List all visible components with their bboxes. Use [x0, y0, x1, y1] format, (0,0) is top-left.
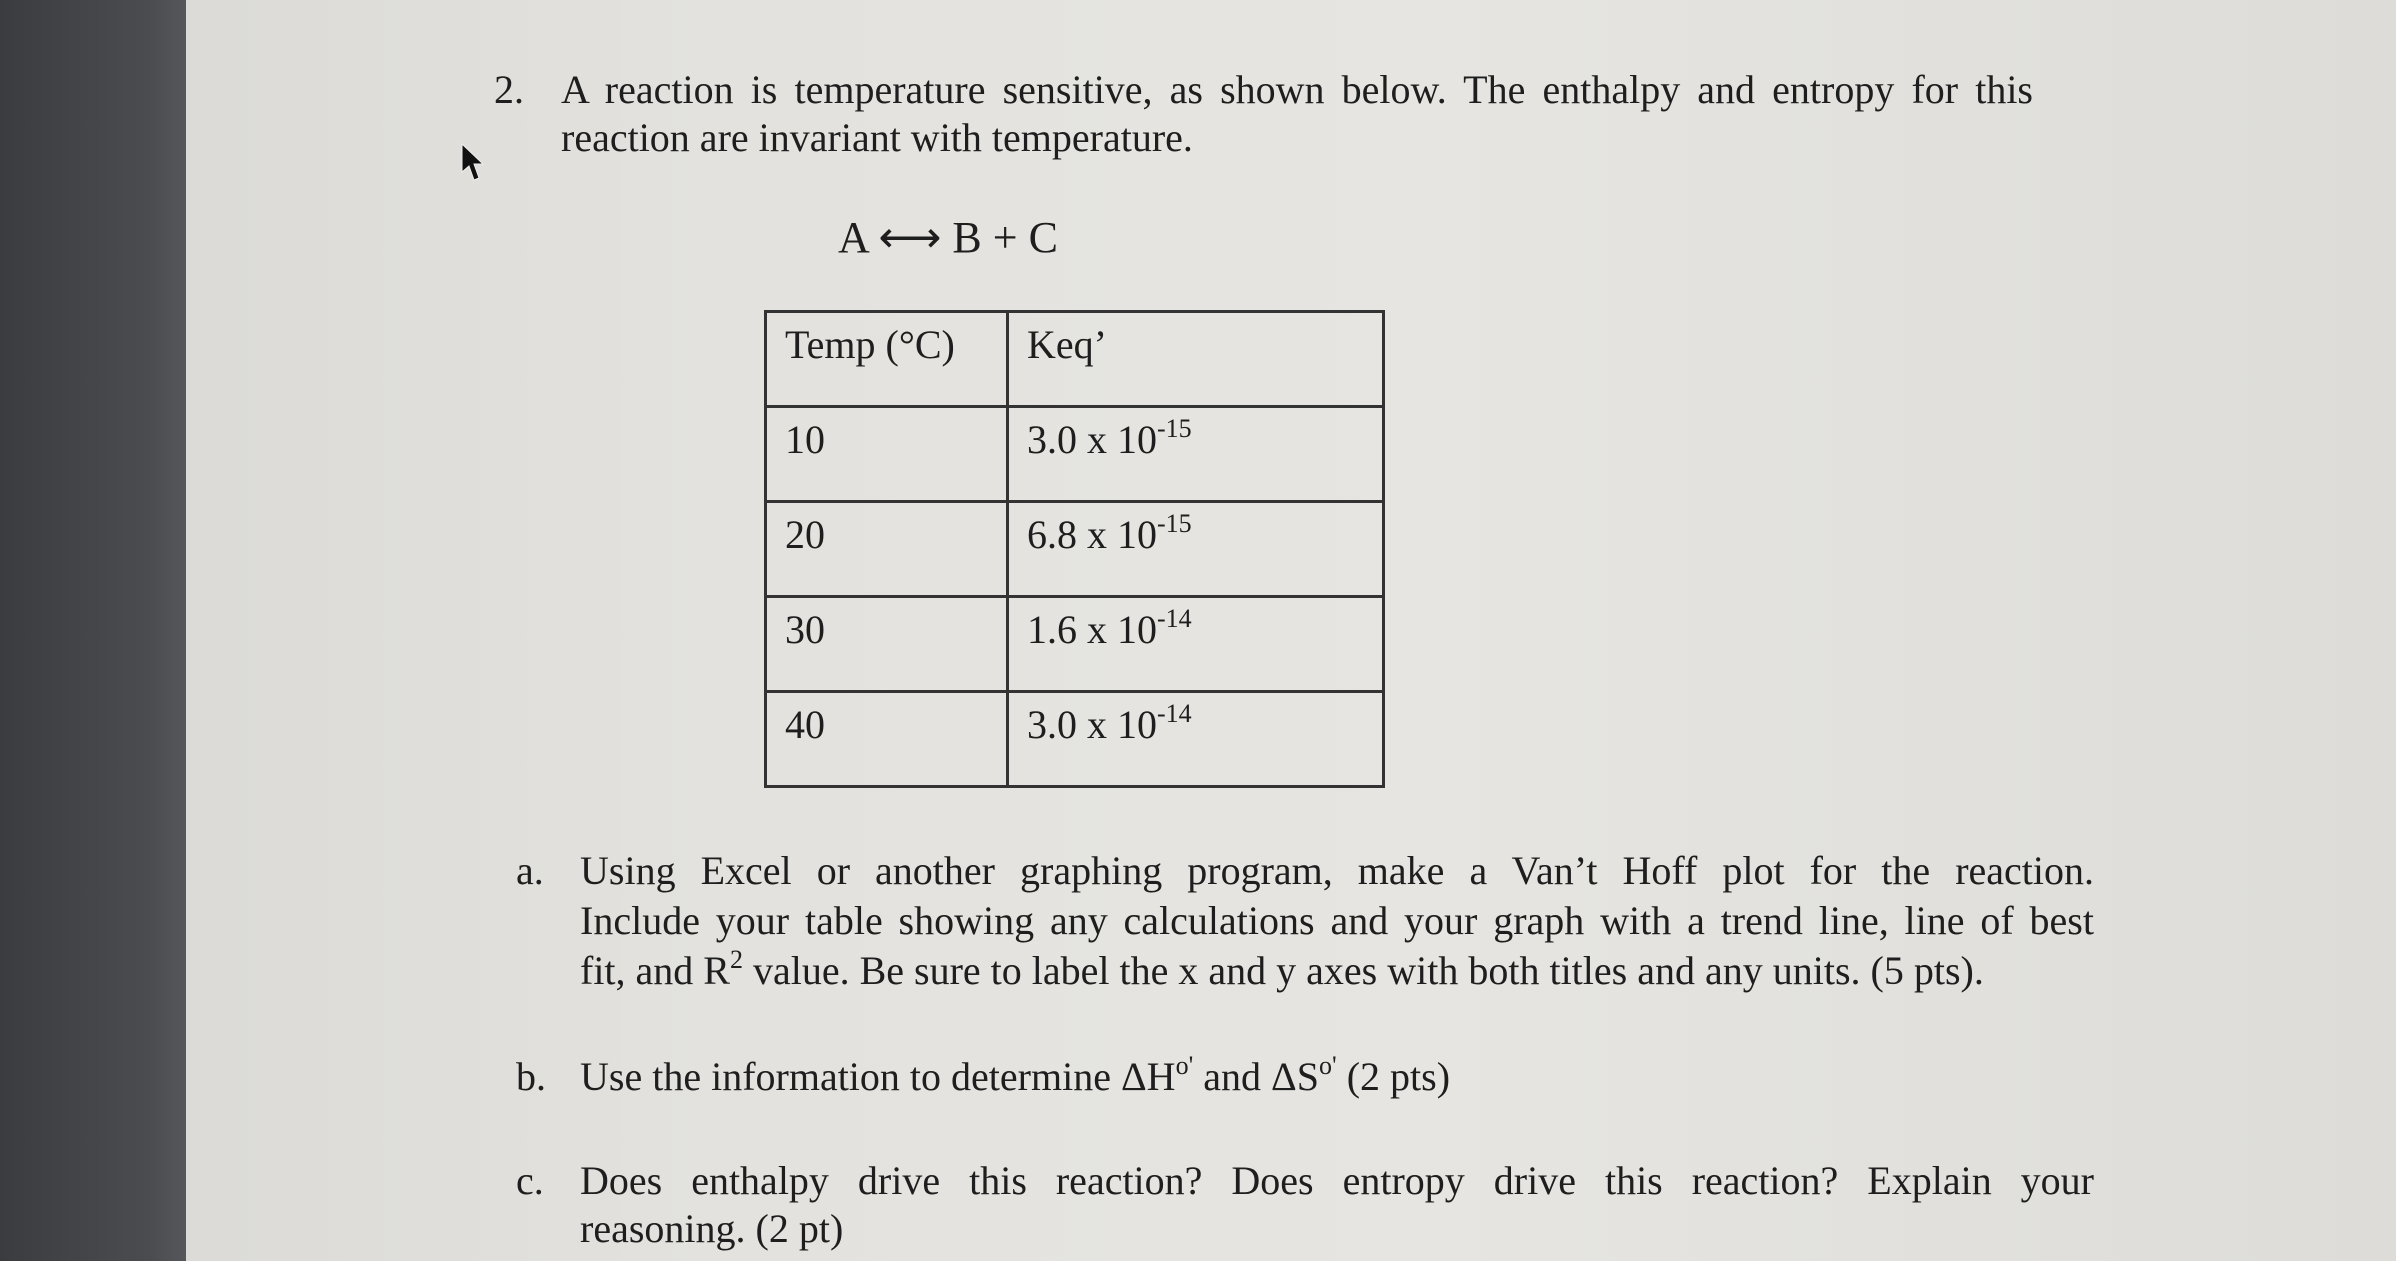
part-a-label: a.: [516, 848, 544, 893]
keq-table: [764, 310, 1385, 788]
superscript: 2: [729, 945, 743, 974]
dark-background-edge: [0, 0, 186, 1261]
temp-cell: 20: [766, 502, 1008, 597]
superscript: o': [1175, 1051, 1194, 1080]
header-temp: Temp (°C): [766, 312, 1008, 407]
text: and ΔS: [1193, 1054, 1319, 1099]
temp-cell: 30: [766, 597, 1008, 692]
keq-cell: [1008, 502, 1384, 597]
keq-mantissa: 3.0 x 10: [1027, 702, 1157, 747]
table-row: [766, 407, 1384, 502]
keq-exponent: -14: [1157, 604, 1192, 633]
keq-cell: [1008, 407, 1384, 502]
text: fit, and R: [580, 948, 730, 993]
keq-exponent: -15: [1157, 414, 1192, 443]
keq-exponent: -15: [1157, 509, 1192, 538]
part-b-label: b.: [516, 1054, 546, 1099]
part-c-label: c.: [516, 1158, 544, 1203]
part-c-line2: reasoning. (2 pt): [580, 1206, 844, 1251]
part-a-line2: Include your table showing any calculations and your graph with a trend line, line of best: [580, 898, 2094, 943]
reaction-equation: A ⟷ B + C: [838, 213, 1058, 262]
keq-exponent: -14: [1157, 699, 1192, 728]
table-row: [766, 502, 1384, 597]
question-text-line1: A reaction is temperature sensitive, as shown below. The enthalpy and entropy for this: [561, 67, 2033, 112]
text: (2 pts): [1336, 1054, 1451, 1099]
keq-mantissa: 3.0 x 10: [1027, 417, 1157, 462]
keq-mantissa: 1.6 x 10: [1027, 607, 1157, 652]
table-header-row: [766, 312, 1384, 407]
part-a-line1: Using Excel or another graphing program, make a Van’t Hoff plot for the reaction.: [580, 848, 2094, 893]
part-c-line1: Does enthalpy drive this reaction? Does entropy drive this reaction? Explain your: [580, 1158, 2094, 1203]
mouse-cursor-icon: [458, 142, 488, 186]
text: Use the information to determine ΔH: [580, 1054, 1176, 1099]
superscript: o': [1319, 1051, 1337, 1080]
part-b-text: [580, 1053, 1450, 1101]
question-text-line2: reaction are invariant with temperature.: [561, 115, 1193, 160]
header-keq: Keq’: [1008, 312, 1384, 407]
keq-mantissa: 6.8 x 10: [1027, 512, 1157, 557]
part-a-line3: [580, 947, 1984, 995]
keq-cell: [1008, 692, 1384, 787]
text: value. Be sure to label the x and y axes with both titles and any units. (5 pts).: [742, 948, 1984, 993]
table-row: [766, 692, 1384, 787]
question-number: 2.: [494, 67, 524, 112]
temp-cell: 40: [766, 692, 1008, 787]
temp-cell: 10: [766, 407, 1008, 502]
table-row: [766, 597, 1384, 692]
keq-cell: [1008, 597, 1384, 692]
